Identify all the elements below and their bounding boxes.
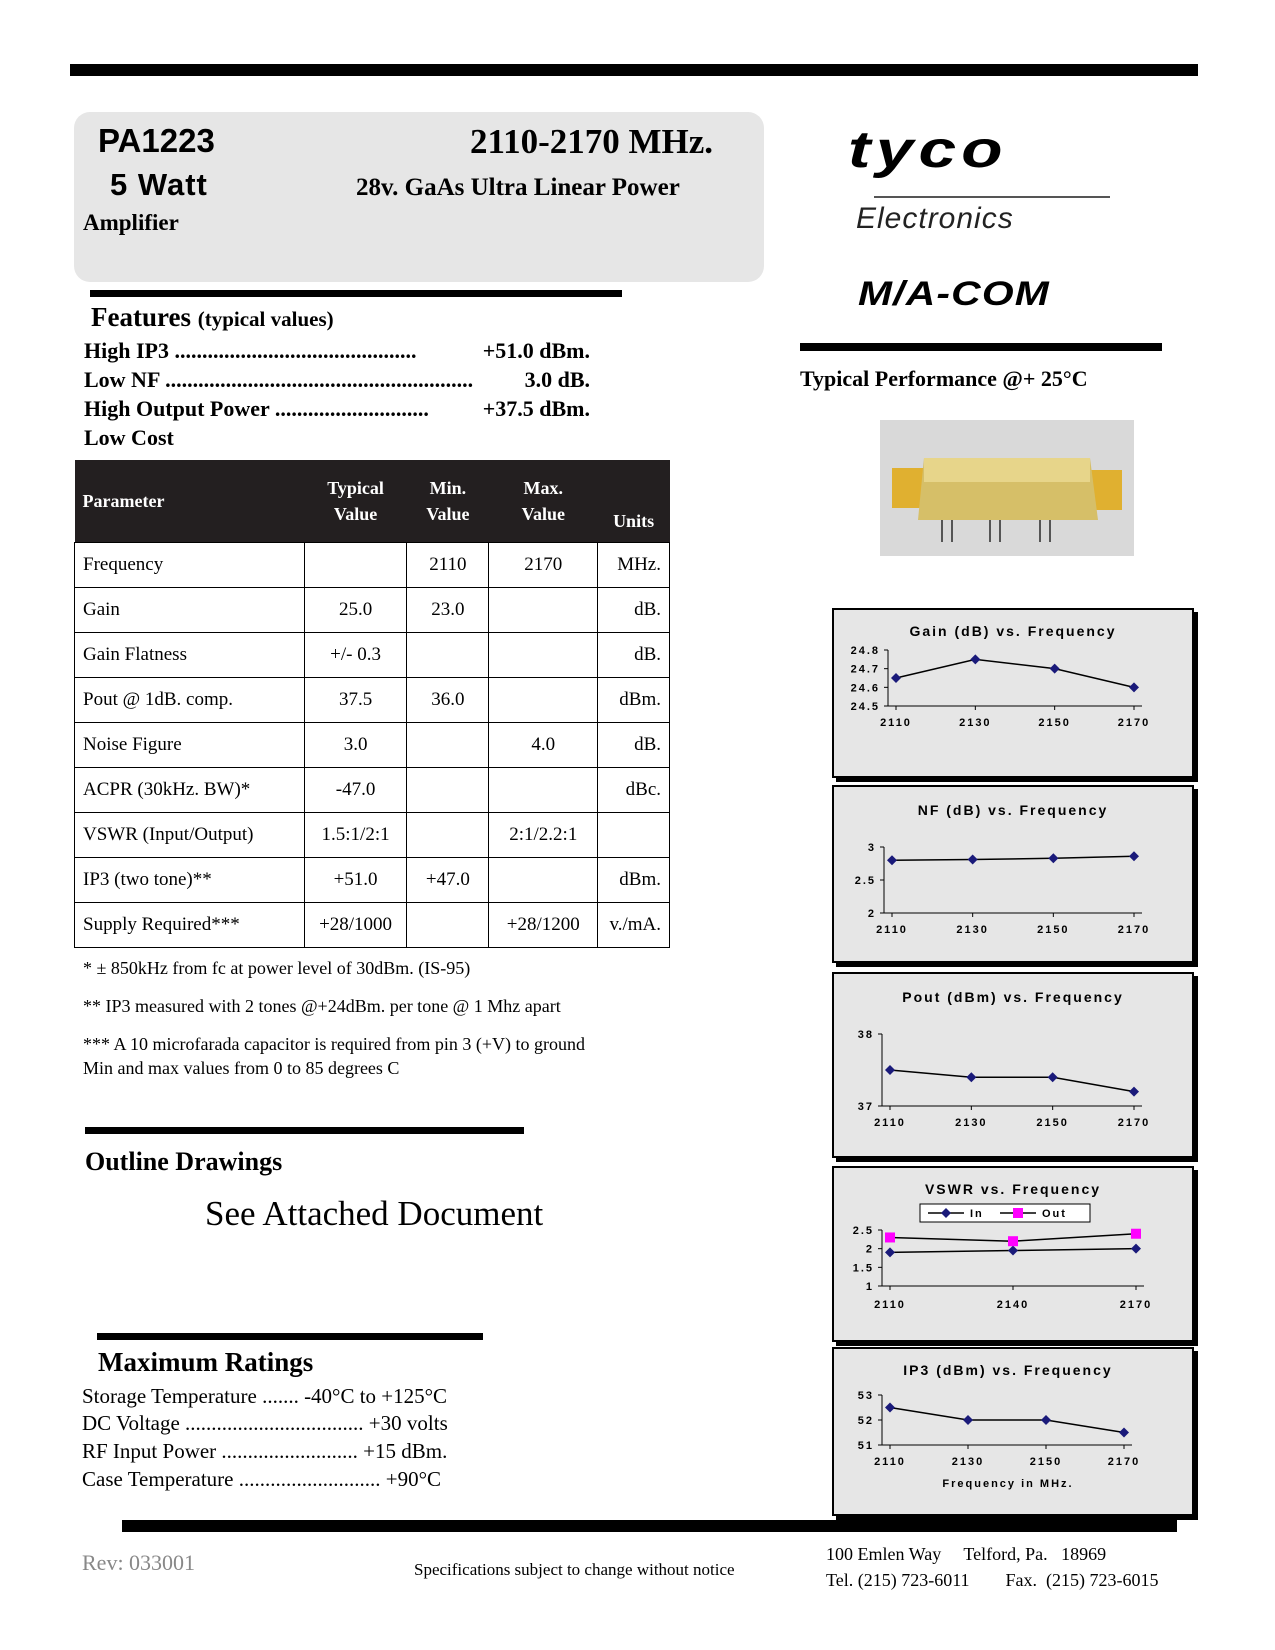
y-tick-label: 2 — [867, 908, 876, 920]
rating-storage: Storage Temperature ....... -40°C to +125°C — [82, 1384, 448, 1408]
phone-fax: Tel. (215) 723-6011 Fax. (215) 723-6015 — [826, 1570, 1159, 1590]
revision: Rev: 033001 — [82, 1550, 196, 1575]
chart-title: Pout (dBm) vs. Frequency — [902, 989, 1124, 1005]
feature-dots: ........................................................ — [159, 367, 474, 392]
cell-parameter: Gain Flatness — [75, 633, 305, 678]
y-tick-label: 1.5 — [852, 1262, 874, 1275]
x-tick-label: 2170 — [1119, 1299, 1153, 1311]
cell-max — [489, 633, 598, 678]
data-point — [966, 1072, 976, 1082]
table-row — [75, 678, 670, 723]
note-temperature: Min and max values from 0 to 85 degrees C — [83, 1058, 400, 1078]
cell-parameter: Noise Figure — [75, 723, 305, 768]
cell-max — [489, 678, 598, 723]
legend-marker-out — [1013, 1208, 1023, 1218]
x-tick-label: 2170 — [1117, 1117, 1151, 1129]
x-tick-label: 2110 — [880, 717, 912, 729]
data-point — [1048, 1072, 1058, 1082]
cell-parameter: Pout @ 1dB. comp. — [75, 678, 305, 723]
rating-rf-input: RF Input Power .......................... +15 dBm. — [82, 1439, 448, 1463]
data-point — [1119, 1428, 1129, 1438]
cell-typical: 37.5 — [304, 678, 407, 723]
outline-heading: Outline Drawings — [85, 1147, 283, 1176]
chart-gain-svg — [834, 610, 1192, 776]
features-heading — [91, 302, 334, 333]
spec-table — [74, 460, 670, 948]
cell-units: dB. — [598, 588, 670, 633]
x-tick-label: 2170 — [1107, 1456, 1141, 1468]
table-row — [75, 813, 670, 858]
company-logo — [848, 121, 1118, 322]
cell-typical: 25.0 — [304, 588, 407, 633]
chart-title: IP3 (dBm) vs. Frequency — [903, 1362, 1113, 1378]
x-tick-label: 2130 — [956, 924, 989, 936]
x-tick-label: 2130 — [955, 1117, 988, 1129]
col-min — [407, 460, 489, 543]
feature-row — [84, 367, 604, 396]
data-point — [963, 1415, 973, 1425]
table-row — [75, 858, 670, 903]
data-point — [1008, 1236, 1018, 1246]
change-notice: Specifications subject to change without notice — [414, 1560, 735, 1579]
cell-parameter: Supply Required*** — [75, 903, 305, 948]
y-tick-label: 1 — [865, 1281, 874, 1293]
rating-case-temp: Case Temperature ........................... +90°C — [82, 1467, 441, 1491]
y-tick-label: 24.5 — [850, 701, 880, 713]
y-tick-label: 51 — [857, 1440, 874, 1452]
frequency-range: 2110-2170 MHz. — [470, 122, 714, 161]
spec-table-header — [75, 460, 670, 543]
cell-max — [489, 588, 598, 633]
chart-vswr — [832, 1166, 1194, 1342]
cell-min — [407, 813, 489, 858]
col-max — [489, 460, 598, 543]
feature-dots: ............................ — [269, 396, 429, 421]
data-point — [885, 1247, 895, 1257]
address: 100 Emlen Way Telford, Pa. 18969 — [826, 1544, 1107, 1564]
logo-electronics: Electronics — [856, 202, 1014, 235]
feature-label: High IP3 — [84, 338, 169, 363]
features-title: Features — [91, 302, 191, 332]
data-point — [970, 654, 980, 664]
cell-max — [489, 768, 598, 813]
logo-rule — [874, 196, 1110, 198]
note-capacitor: *** A 10 microfarada capacitor is required from pin 3 (+V) to ground — [83, 1034, 586, 1054]
cell-typical: 3.0 — [304, 723, 407, 768]
cell-typical: +51.0 — [304, 858, 407, 903]
col-typical-l2: Value — [333, 504, 378, 524]
table-row — [75, 723, 670, 768]
y-tick-label: 2.5 — [852, 1225, 874, 1237]
x-tick-label: 2150 — [1036, 1117, 1069, 1129]
outline-text: See Attached Document — [205, 1194, 544, 1233]
cell-min — [407, 903, 489, 948]
data-point — [885, 1232, 895, 1242]
data-point — [1048, 853, 1058, 863]
logo-macom: M/A-COM — [858, 275, 1050, 313]
col-units: Units — [598, 460, 670, 543]
y-tick-label: 37 — [857, 1101, 874, 1113]
cell-parameter: Gain — [75, 588, 305, 633]
data-point — [1050, 664, 1060, 674]
y-tick-label: 38 — [857, 1029, 874, 1041]
y-tick-label: 53 — [857, 1390, 874, 1402]
data-point — [1008, 1246, 1018, 1256]
data-point — [1129, 851, 1139, 861]
x-tick-label: 2110 — [874, 1299, 906, 1311]
x-axis-label: Frequency in MHz. — [942, 1478, 1074, 1490]
feature-value: +51.0 dBm. — [482, 338, 590, 363]
y-tick-label: 24.6 — [850, 682, 880, 695]
feature-label: Low Cost — [84, 425, 174, 450]
x-tick-label: 2110 — [874, 1456, 906, 1468]
cell-max: 2:1/2.2:1 — [489, 813, 598, 858]
x-tick-label: 2140 — [996, 1299, 1030, 1311]
chart-pout — [832, 972, 1194, 1158]
feature-dots: ............................................ — [168, 338, 417, 363]
legend-label-out: Out — [1042, 1208, 1067, 1220]
top-rule — [70, 64, 1198, 76]
bottom-rule — [122, 1520, 1177, 1532]
feature-row — [84, 396, 604, 425]
product-photo — [880, 420, 1134, 556]
cell-units: dB. — [598, 633, 670, 678]
col-min-l2: Value — [426, 504, 470, 524]
rating-dc-voltage: DC Voltage .................................. +30 volts — [82, 1411, 448, 1435]
x-tick-label: 2170 — [1117, 717, 1151, 729]
feature-row — [84, 425, 604, 454]
features-list — [84, 338, 604, 454]
cell-parameter: IP3 (two tone)** — [75, 858, 305, 903]
cell-min: 2110 — [407, 543, 489, 588]
ratings-rule — [97, 1333, 483, 1340]
series-line — [890, 1408, 1124, 1433]
chart-pout-svg — [834, 974, 1192, 1156]
x-tick-label: 2130 — [959, 717, 992, 729]
cell-max: +28/1200 — [489, 903, 598, 948]
table-row — [75, 903, 670, 948]
feature-label: Low NF — [84, 367, 160, 392]
product-description: 28v. GaAs Ultra Linear Power — [356, 174, 680, 201]
y-tick-label: 2.5 — [854, 875, 876, 887]
cell-typical: -47.0 — [304, 768, 407, 813]
chart-vswr-svg — [834, 1168, 1192, 1340]
cell-min: 23.0 — [407, 588, 489, 633]
data-point — [968, 855, 978, 865]
chart-nf-svg — [834, 787, 1192, 961]
cell-units: dB. — [598, 723, 670, 768]
feature-row — [84, 338, 604, 367]
table-row — [75, 633, 670, 678]
x-tick-label: 2170 — [1117, 924, 1151, 936]
cell-typical: +28/1000 — [304, 903, 407, 948]
cell-min — [407, 768, 489, 813]
y-tick-label: 24.7 — [850, 663, 880, 676]
chart-title: VSWR vs. Frequency — [924, 1181, 1102, 1197]
feature-label: High Output Power — [84, 396, 270, 421]
cell-max — [489, 858, 598, 903]
cell-typical — [304, 543, 407, 588]
logo-tyco: tyco — [848, 121, 1008, 179]
x-tick-label: 2130 — [951, 1456, 985, 1468]
chart-title: NF (dB) vs. Frequency — [917, 802, 1109, 818]
features-rule — [90, 290, 622, 297]
cell-min — [407, 633, 489, 678]
cell-typical: 1.5:1/2:1 — [304, 813, 407, 858]
cell-typical: +/- 0.3 — [304, 633, 407, 678]
y-tick-label: 3 — [867, 842, 876, 854]
cell-max: 4.0 — [489, 723, 598, 768]
data-point — [1129, 1087, 1139, 1097]
y-tick-label: 52 — [857, 1415, 874, 1427]
col-parameter: Parameter — [75, 460, 305, 543]
table-row — [75, 588, 670, 633]
cell-units: v./mA. — [598, 903, 670, 948]
cell-units: dBm. — [598, 858, 670, 903]
table-row — [75, 768, 670, 813]
chart-gain — [832, 608, 1194, 778]
x-tick-label: 2150 — [1029, 1456, 1063, 1468]
data-point — [1041, 1415, 1051, 1425]
right-rule — [800, 343, 1162, 351]
data-point — [1131, 1244, 1141, 1254]
cell-min — [407, 723, 489, 768]
series-line — [892, 856, 1134, 860]
col-max-l2: Value — [521, 504, 565, 524]
data-point — [885, 1403, 895, 1413]
data-point — [1129, 682, 1139, 692]
col-typical-l1: Typical — [327, 478, 384, 498]
outline-rule — [85, 1127, 524, 1134]
header-panel — [74, 112, 764, 282]
chart-ip3-svg — [834, 1349, 1182, 1514]
col-typical — [304, 460, 407, 543]
chart-ip3 — [832, 1347, 1194, 1516]
amplifier-image — [880, 420, 1134, 556]
product-description-cont: Amplifier — [83, 210, 179, 235]
features-subtitle: (typical values) — [197, 307, 334, 331]
part-number: PA1223 — [98, 122, 215, 159]
cell-parameter: ACPR (30kHz. BW)* — [75, 768, 305, 813]
cell-max: 2170 — [489, 543, 598, 588]
chart-nf — [832, 785, 1194, 963]
power-rating: 5 Watt — [110, 167, 208, 202]
x-tick-label: 2110 — [874, 1117, 906, 1129]
cell-parameter: VSWR (Input/Output) — [75, 813, 305, 858]
legend-label-in: In — [970, 1208, 984, 1220]
col-min-l1: Min. — [429, 478, 467, 498]
data-point — [1131, 1229, 1141, 1239]
table-row — [75, 543, 670, 588]
ratings-heading: Maximum Ratings — [98, 1347, 314, 1377]
cell-units — [598, 813, 670, 858]
series-line — [890, 1070, 1134, 1092]
feature-value: +37.5 dBm. — [482, 396, 590, 421]
cell-units: dBc. — [598, 768, 670, 813]
data-point — [887, 855, 897, 865]
x-tick-label: 2110 — [876, 924, 908, 936]
feature-value: 3.0 dB. — [524, 367, 590, 392]
chart-title: Gain (dB) vs. Frequency — [909, 623, 1117, 639]
x-tick-label: 2150 — [1038, 717, 1071, 729]
data-point — [891, 673, 901, 683]
note-acpr: * ± 850kHz from fc at power level of 30dBm. (IS-95) — [83, 958, 471, 978]
series-line — [896, 659, 1134, 687]
cell-units: MHz. — [598, 543, 670, 588]
data-point — [885, 1065, 895, 1075]
x-tick-label: 2150 — [1037, 924, 1070, 936]
y-tick-label: 24.8 — [850, 645, 880, 657]
col-max-l1: Max. — [523, 478, 564, 498]
cell-min: +47.0 — [407, 858, 489, 903]
cell-parameter: Frequency — [75, 543, 305, 588]
cell-units: dBm. — [598, 678, 670, 723]
note-ip3: ** IP3 measured with 2 tones @+24dBm. per tone @ 1 Mhz apart — [83, 996, 561, 1016]
y-tick-label: 2 — [865, 1243, 874, 1256]
cell-min: 36.0 — [407, 678, 489, 723]
typical-performance-label: Typical Performance @+ 25°C — [800, 366, 1088, 391]
